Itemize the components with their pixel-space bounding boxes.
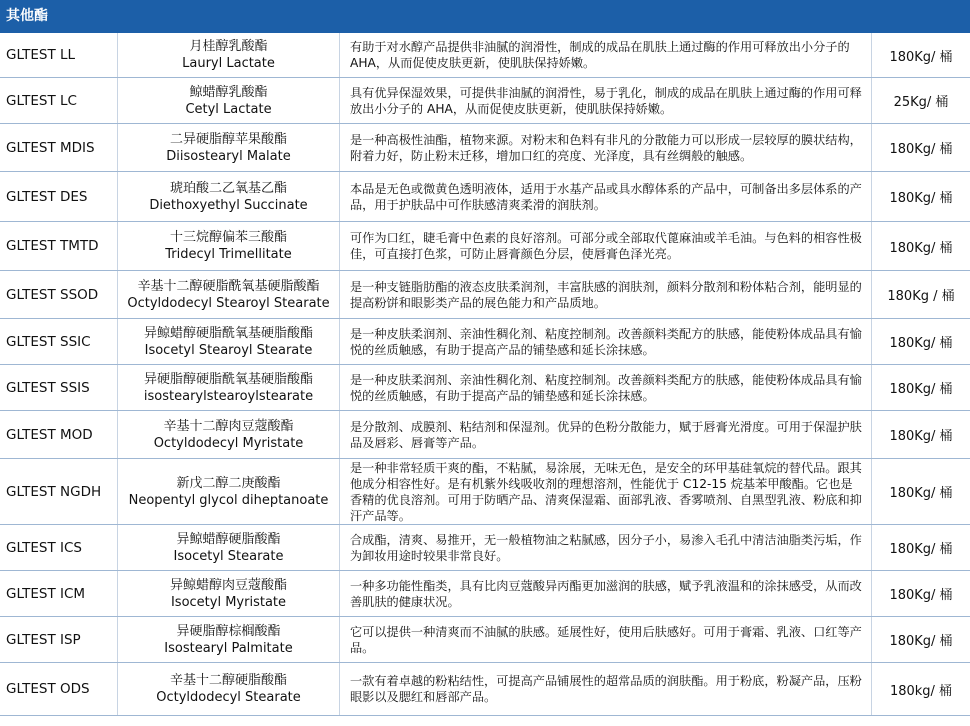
packaging: 180kg/ 桶 xyxy=(889,683,953,699)
product-name xyxy=(118,411,340,458)
product-name-cn: 新戊二醇二庚酸酯 xyxy=(176,475,281,491)
packaging: 180Kg/ 桶 xyxy=(889,634,953,649)
product-code: GLTEST ISP xyxy=(0,617,118,662)
product-name-cn: 鲸蜡醇乳酸酯 xyxy=(189,84,268,100)
packaging: 180Kg/ 桶 xyxy=(889,382,953,397)
packaging: 180Kg/ 桶 xyxy=(889,336,953,351)
product-name xyxy=(118,78,340,123)
product-code: GLTEST MOD xyxy=(0,411,118,458)
table-row xyxy=(0,411,970,459)
product-name-cn: 异鲸蜡醇肉豆蔻酸酯 xyxy=(169,577,287,593)
product-name xyxy=(118,617,340,662)
product-name-cn: 异鲸蜡醇硬脂酰氧基硬脂酸酯 xyxy=(143,325,313,341)
table-row xyxy=(0,663,970,716)
product-description: 本品是无色或微黄色透明液体，适用于水基产品或具水醇体系的产品中，可制备出多层体系的产品，用于护肤品中可作肤感清爽柔滑的润肤剂。 xyxy=(340,172,872,221)
product-code: GLTEST SSIC xyxy=(0,319,118,364)
product-code: GLTEST NGDH xyxy=(0,459,118,524)
product-code: GLTEST SSIS xyxy=(0,365,118,410)
product-code: GLTEST DES xyxy=(0,172,118,221)
packaging: 180Kg/ 桶 xyxy=(889,191,953,206)
table-row xyxy=(0,365,970,411)
packaging: 25Kg/ 桶 xyxy=(893,95,949,110)
product-name xyxy=(118,172,340,221)
product-code: GLTEST TMTD xyxy=(0,222,118,270)
product-name xyxy=(118,459,340,524)
product-name-cn: 异鲸蜡醇硬脂酸酯 xyxy=(176,531,281,547)
product-description: 是一种非常轻质干爽的酯，不粘腻，易涂展，无味无色，是安全的环甲基硅氧烷的替代品。跟其他成分相容性好。是有机紫外线吸收剂的理想溶剂，性能优于 C12-15 烷基苯甲酸酯。它也是香精的优良溶剂。可用于防晒产品、清爽保湿霜、面部乳液、香雾喷剂、自黑型乳液、粉底和抑汗产品等。 xyxy=(340,459,872,524)
packaging: 180Kg/ 桶 xyxy=(889,486,953,501)
product-name-cn: 辛基十二醇硬脂酸酯 xyxy=(169,673,287,688)
product-name-en: Octyldodecyl Myristate xyxy=(153,435,304,451)
product-description: 有助于对水醇产品提供非油腻的润滑性，制成的成品在肌肤上通过酶的作用可释放出小分子的 AHA，从而促使皮肤更新，使肌肤保持娇嫩。 xyxy=(340,33,872,77)
product-name-cn: 辛基十二醇肉豆蔻酸酯 xyxy=(163,418,294,434)
product-description: 是分散剂、成膜剂、粘结剂和保湿剂。优异的色粉分散能力，赋于唇膏光滑度。可用于保湿护肤品及唇彩、唇膏等产品。 xyxy=(340,411,872,458)
product-name-cn: 异硬脂醇硬脂酰氧基硬脂酸酯 xyxy=(143,371,313,387)
product-name-en: Cetyl Lactate xyxy=(185,101,272,117)
packaging: 180Kg/ 桶 xyxy=(889,142,953,157)
product-description: 合成酯，清爽、易推开，无一般植物油之粘腻感，因分子小，易渗入毛孔中清洁油脂类污垢，作为卸妆用途时较果非常良好。 xyxy=(340,525,872,570)
table-row xyxy=(0,319,970,365)
product-code: GLTEST SSOD xyxy=(0,271,118,318)
product-name-en: Isocetyl Myristate xyxy=(170,594,287,610)
table-row xyxy=(0,617,970,663)
packaging: 180Kg/ 桶 xyxy=(889,429,953,444)
product-code: GLTEST ODS xyxy=(0,663,118,715)
product-name xyxy=(118,365,340,410)
product-description: 它可以提供一种清爽而不油腻的肤感。延展性好，使用后肤感好。可用于膏霜、乳液、口红等产品。 xyxy=(340,617,872,662)
product-name-en: Diisostearyl Malate xyxy=(166,148,291,164)
product-description: 是一种高极性油酯，植物来源。对粉末和色料有非凡的分散能力可以形成一层较厚的膜状结构，附着力好，防止粉末迁移，增加口红的亮度、光泽度，具有丝绸般的触感。 xyxy=(340,124,872,171)
packaging: 180Kg/ 桶 xyxy=(889,240,953,256)
packaging: 180Kg / 桶 xyxy=(887,289,955,304)
product-name-cn: 十三烷醇偏苯三酸酯 xyxy=(169,230,287,245)
packaging: 180Kg/ 桶 xyxy=(889,588,953,603)
product-name-en: Lauryl Lactate xyxy=(182,56,275,71)
product-code: GLTEST ICM xyxy=(0,571,118,616)
product-name xyxy=(118,663,340,715)
table-row xyxy=(0,78,970,124)
product-name xyxy=(118,319,340,364)
product-name-cn: 异硬脂醇棕榈酸酯 xyxy=(176,623,281,639)
product-name xyxy=(118,571,340,616)
table-row xyxy=(0,571,970,617)
product-description: 是一种皮肤柔润剂、亲油性稠化剂、粘度控制剂。改善颜料类配方的肤感，能使粉体成品具有愉悦的丝质触感，有助于提高产品的铺垫感和延长涂抹感。 xyxy=(340,319,872,364)
product-description: 是一种皮肤柔润剂、亲油性稠化剂、粘度控制剂。改善颜料类配方的肤感，能使粉体成品具有愉悦的丝质触感，有助于提高产品的铺垫感和延长涂抹感。 xyxy=(340,365,872,410)
table-row xyxy=(0,172,970,222)
product-name xyxy=(118,271,340,318)
product-name-cn: 二异硬脂醇苹果酸酯 xyxy=(169,131,287,147)
product-description: 具有优异保湿效果，可提供非油腻的润滑性，易于乳化，制成的成品在肌肤上通过酶的作用可释放出小分子的 AHA，从而促使皮肤更新，使肌肤保持娇嫩。 xyxy=(340,78,872,123)
table-body xyxy=(0,33,970,716)
product-code: GLTEST ICS xyxy=(0,525,118,570)
product-name xyxy=(118,124,340,171)
table-row xyxy=(0,459,970,525)
product-code: GLTEST MDIS xyxy=(0,124,118,171)
product-code: GLTEST LL xyxy=(0,33,118,77)
table-row xyxy=(0,271,970,319)
product-name-en: Diethoxyethyl Succinate xyxy=(149,197,308,213)
product-description: 一种多功能性酯类，具有比肉豆蔻酸异丙酯更加滋润的肤感，赋予乳液温和的涂抹感受，从而改善肌肤的健康状况。 xyxy=(340,571,872,616)
table-row xyxy=(0,33,970,78)
table-row xyxy=(0,525,970,571)
product-name-en: Octyldodecyl Stearoyl Stearate xyxy=(127,295,330,311)
product-name-en: Octyldodecyl Stearate xyxy=(156,690,301,705)
table-row xyxy=(0,124,970,172)
product-name-en: Isocetyl Stearate xyxy=(173,548,284,564)
product-description: 是一种支链脂肪酯的液态皮肤柔润剂，丰富肤感的润肤剂，颜料分散剂和粉体粘合剂，能明显的提高粉饼和眼影类产品的展色能力和产品质地。 xyxy=(340,271,872,318)
product-name-cn: 琥珀酸二乙氧基乙酯 xyxy=(169,180,287,196)
product-code: GLTEST LC xyxy=(0,78,118,123)
product-name-cn: 月桂醇乳酸酯 xyxy=(189,39,268,54)
product-description: 可作为口红，睫毛膏中色素的良好溶剂。可部分或全部取代蓖麻油或羊毛油。与色料的相容性极佳，可直接打色浆，可防止唇膏颜色分层，使唇膏色泽光亮。 xyxy=(340,222,872,270)
product-name xyxy=(118,33,340,77)
product-name-en: isostearylstearoylstearate xyxy=(143,388,314,404)
product-description: 一款有着卓越的粉粘结性，可提高产品铺展性的超常品质的润肤酯。用于粉底，粉凝产品，压粉眼影以及腮红和唇部产品。 xyxy=(340,663,872,715)
section-header: 其他酯 xyxy=(0,0,970,33)
table-row xyxy=(0,222,970,271)
product-name-en: Neopentyl glycol diheptanoate xyxy=(128,492,329,508)
product-name-en: Tridecyl Trimellitate xyxy=(165,247,292,262)
packaging: 180Kg/ 桶 xyxy=(889,49,953,65)
product-name-en: Isostearyl Palmitate xyxy=(164,640,293,656)
product-name xyxy=(118,222,340,270)
product-name xyxy=(118,525,340,570)
product-name-en: Isocetyl Stearoyl Stearate xyxy=(144,342,313,358)
packaging: 180Kg/ 桶 xyxy=(889,542,953,557)
product-name-cn: 辛基十二醇硬脂酰氧基硬脂酸酯 xyxy=(137,278,320,294)
